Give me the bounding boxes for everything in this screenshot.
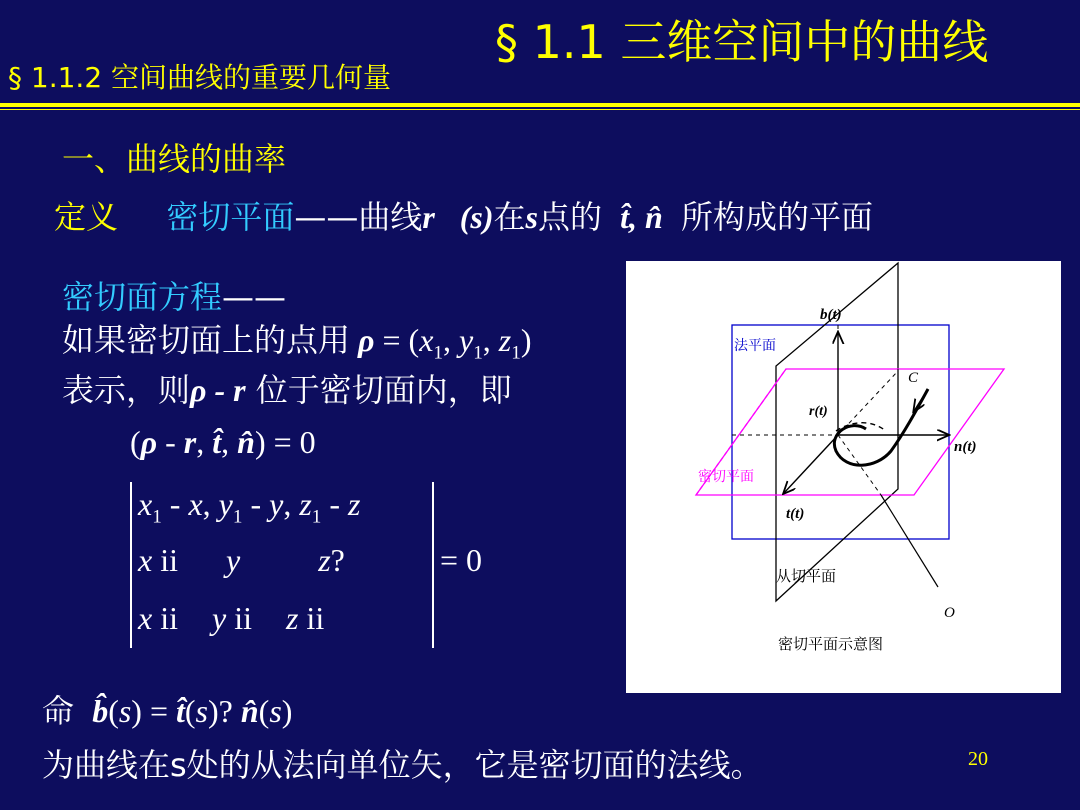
rho-minus-r: ρ - r	[190, 372, 246, 408]
tangent-vector	[784, 435, 838, 493]
osculating-plane-figure	[626, 261, 1061, 693]
det-row1: $x_1$ - x, $y_1$ - y, $z_1$ - z	[138, 486, 361, 528]
r-argument: (s)	[459, 199, 494, 235]
definition-text2: 在	[493, 198, 526, 236]
det-rhs: = 0	[440, 542, 483, 578]
rho-definition: = ($x_1$, $y_1$, $z_1$)	[374, 322, 532, 364]
label-r: r(t)	[809, 404, 828, 419]
binormal-formula-line	[42, 686, 292, 732]
label-t: t(t)	[786, 506, 805, 522]
definition-label: 定义	[54, 198, 119, 236]
slide-title: § 1.1 三维空间中的曲线	[495, 15, 989, 69]
definition-text4: 所构成的平面	[681, 198, 874, 236]
definition-dash: ——	[294, 198, 359, 236]
definition-term: 密切平面	[166, 198, 295, 236]
definition-line	[54, 192, 873, 238]
equation-line2a: 表示，则	[62, 371, 191, 409]
slide-subtitle: § 1.1.2 空间曲线的重要几何量	[8, 61, 392, 94]
definition-text3: 点的	[537, 198, 602, 236]
header-rule	[0, 103, 1080, 107]
equation-dash: ——	[222, 278, 287, 316]
r-vector-symbol: r⃗	[422, 199, 460, 235]
label-o: O	[944, 605, 955, 621]
det-row3: x ii y ii z ii	[138, 600, 325, 636]
equation-heading: 密切面方程	[62, 278, 223, 316]
figure-svg	[626, 261, 1061, 693]
header-rule-thin	[0, 109, 1080, 110]
conclusion-text: 为曲线在s处的从法向单位矢，它是密切面的法线。	[42, 746, 763, 784]
formula-prefix: 命	[42, 692, 75, 730]
label-osculating-plane: 密切平面	[698, 469, 754, 485]
binormal-formula: b̂(s) = t̂(s)? n̂(s)	[92, 693, 293, 729]
equation-line2	[62, 365, 512, 411]
t-hat-n-hat-symbol: t̂, n̂	[612, 199, 671, 235]
rho-symbol: ρ	[350, 322, 375, 358]
equation-line2b: 位于密切面内，即	[255, 371, 512, 409]
figure-caption: 密切平面示意图	[778, 635, 884, 653]
label-rectifying-plane: 从切平面	[776, 567, 837, 585]
definition-text1: 曲线	[358, 198, 423, 236]
page-number: 20	[968, 748, 988, 770]
label-c: C	[908, 370, 919, 386]
section-heading: 一、曲线的曲率	[62, 140, 287, 178]
equation-heading-line	[62, 272, 286, 318]
equation-line1-text: 如果密切面上的点用	[62, 321, 351, 359]
triple-product: (ρ - r, t̂, n̂) = 0	[130, 424, 316, 460]
label-n: n(t)	[954, 439, 977, 455]
det-row2: x ii y z?	[138, 542, 345, 578]
s-symbol: s	[525, 199, 538, 235]
label-b: b(t)	[820, 307, 842, 323]
label-normal-plane: 法平面	[734, 338, 776, 354]
equation-line1	[62, 315, 532, 364]
